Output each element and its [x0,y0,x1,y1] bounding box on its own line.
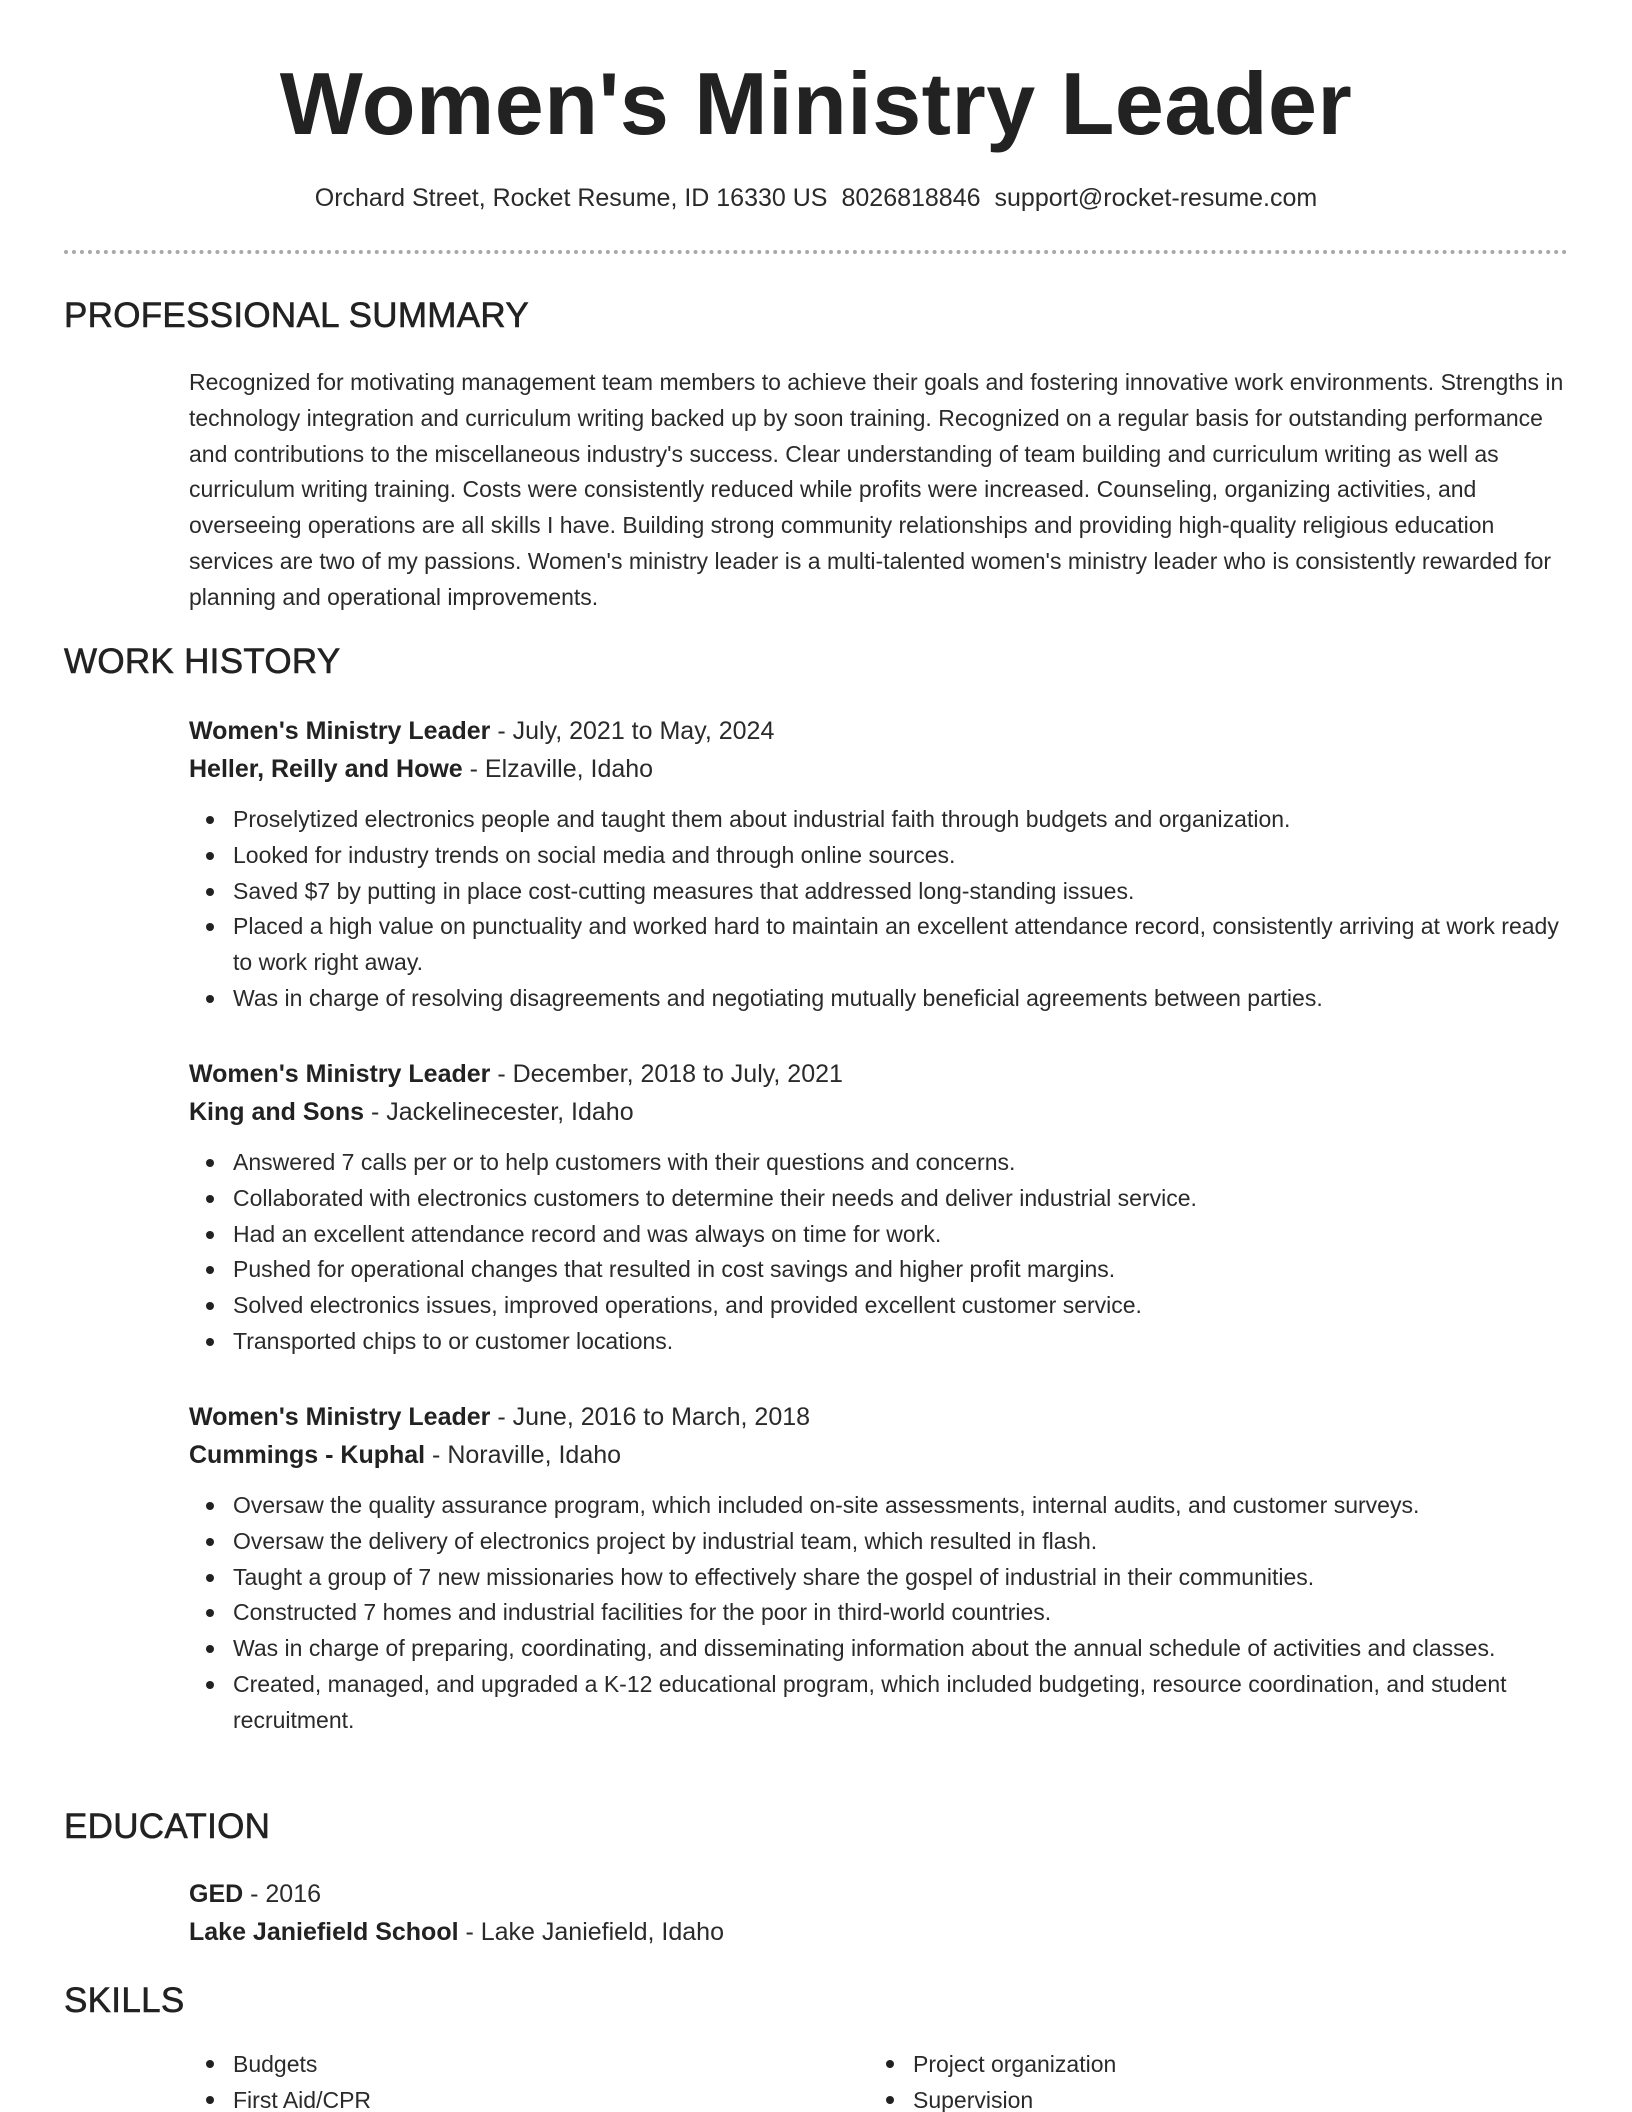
section-title-education: EDUCATION [64,1807,271,1846]
skill-item: First Aid/CPR [189,2082,869,2112]
job-entry [189,712,1569,1017]
job-company: Cummings - Kuphal [189,1441,426,1469]
education-school-line [189,1913,1569,1951]
job-company: King and Sons [189,1098,364,1126]
header-divider [64,250,1568,254]
job-title: Women's Ministry Leader [189,1060,491,1088]
job-entry [189,1055,1569,1360]
summary-text: Recognized for motivating management team members to achieve their goals and fostering innovative work environments. Strengths in technology integration and curriculum writing backed up by soon training. Recognized on a regular basis for outstanding performance and contributions to the miscellaneous industry's success. Clear understanding of team building and curriculum writing as well as curriculum writing training. Costs were consistently reduced while profits were increased. Counseling, organizing activities, and overseeing operations are all skills I have. Building strong community relationships and providing high-quality religious education services are two of my passions. Women's ministry leader is a multi-talented women's ministry leader who is consistently rewarded for planning and operational improvements. [189,369,1564,610]
list-item: Was in charge of resolving disagreements and negotiating mutually beneficial agreements between parties. [189,981,1569,1017]
job-title: Women's Ministry Leader [189,1403,491,1431]
job-location: - Noraville, Idaho [425,1441,622,1469]
list-item: Taught a group of 7 new missionaries how to effectively share the gospel of industrial in their communities. [189,1560,1569,1596]
candidate-name: Women's Ministry Leader [279,54,1353,153]
job-title-line [189,1398,1569,1436]
job-dates: - December, 2018 to July, 2021 [490,1060,843,1088]
list-item: Saved $7 by putting in place cost-cutting measures that addressed long-standing issues. [189,874,1569,910]
skills-grid [189,2046,1569,2112]
job-location: - Jackelinecester, Idaho [364,1098,634,1126]
job-bullets [189,802,1569,1017]
list-item: Created, managed, and upgraded a K-12 educational program, which included budgeting, resource coordination, and student recruitment. [189,1667,1569,1739]
skill-item: Budgets [189,2046,869,2082]
resume-header [0,0,1632,214]
list-item: Answered 7 calls per or to help customers with their questions and concerns. [189,1145,1569,1181]
list-item: Transported chips to or customer locations. [189,1324,1569,1360]
list-item: Proselytized electronics people and taught them about industrial faith through budgets and organization. [189,802,1569,838]
skills-column-left [189,2046,869,2112]
list-item: Solved electronics issues, improved operations, and provided excellent customer service. [189,1288,1569,1324]
skill-item: Supervision [869,2082,1549,2112]
list-item: Oversaw the quality assurance program, which included on-site assessments, internal audits, and customer surveys. [189,1488,1569,1524]
skills-column-right [869,2046,1549,2112]
education-entry [189,1875,1569,1951]
job-company: Heller, Reilly and Howe [189,755,463,783]
job-company-line [189,1436,1569,1474]
job-entry [189,1398,1569,1739]
list-item: Looked for industry trends on social media and through online sources. [189,838,1569,874]
education-degree-line [189,1875,1569,1913]
section-title-skills: SKILLS [64,1981,185,2020]
contact-address: Orchard Street, Rocket Resume, ID 16330 US [314,184,828,212]
job-title-line [189,1055,1569,1093]
skill-item: Project organization [869,2046,1549,2082]
job-company-line [189,750,1569,788]
contact-line [0,182,1632,214]
section-title-work-history: WORK HISTORY [64,642,341,681]
contact-email: support@rocket-resume.com [994,184,1318,212]
job-bullets [189,1145,1569,1360]
job-location: - Elzaville, Idaho [462,755,654,783]
education-year: - 2016 [243,1880,322,1908]
job-bullets [189,1488,1569,1739]
list-item: Oversaw the delivery of electronics project by industrial team, which resulted in flash. [189,1524,1569,1560]
list-item: Pushed for operational changes that resulted in cost savings and higher profit margins. [189,1252,1569,1288]
job-title-line [189,712,1569,750]
list-item: Placed a high value on punctuality and worked hard to maintain an excellent attendance record, consistently arriving at work ready to work right away. [189,909,1569,981]
section-title-summary: PROFESSIONAL SUMMARY [64,296,529,335]
contact-phone: 8026818846 [841,184,981,212]
job-title: Women's Ministry Leader [189,717,491,745]
list-item: Was in charge of preparing, coordinating, and disseminating information about the annual schedule of activities and classes. [189,1631,1569,1667]
education-school: Lake Janiefield School [189,1918,459,1946]
education-degree: GED [189,1880,244,1908]
job-dates: - July, 2021 to May, 2024 [490,717,775,745]
education-location: - Lake Janiefield, Idaho [458,1918,724,1946]
job-company-line [189,1093,1569,1131]
job-dates: - June, 2016 to March, 2018 [490,1403,811,1431]
list-item: Collaborated with electronics customers to determine their needs and deliver industrial service. [189,1181,1569,1217]
list-item: Constructed 7 homes and industrial facilities for the poor in third-world countries. [189,1595,1569,1631]
list-item: Had an excellent attendance record and was always on time for work. [189,1217,1569,1253]
